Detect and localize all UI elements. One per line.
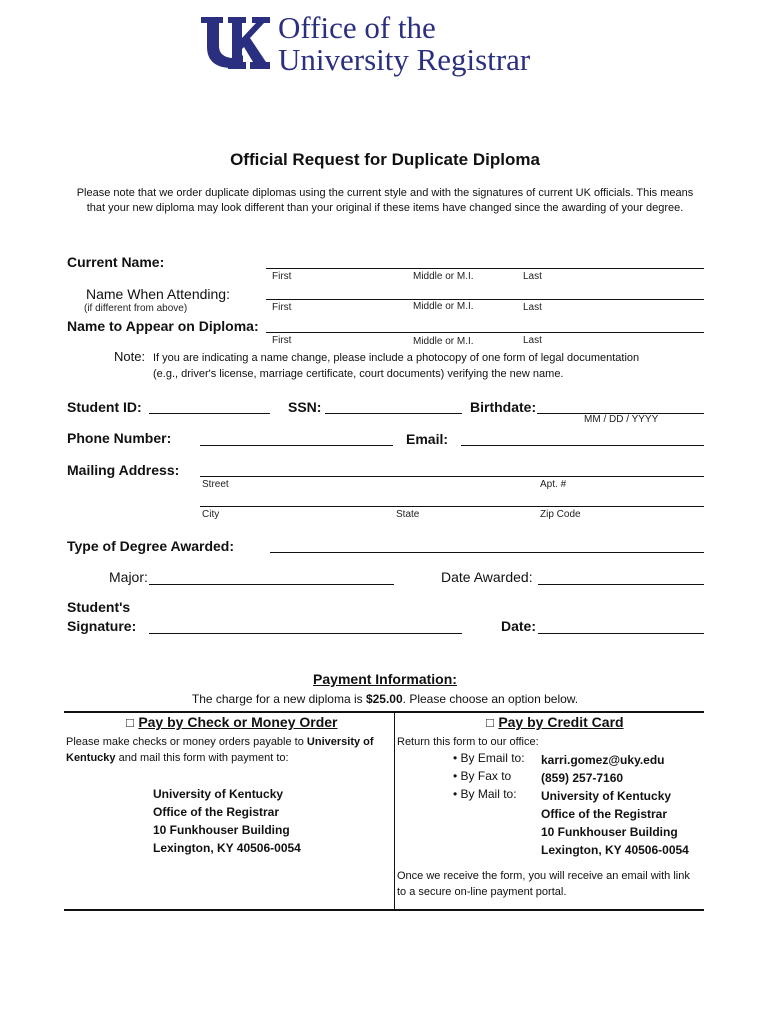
student-id-field[interactable] [149,413,270,414]
name-diploma-label: Name to Appear on Diploma: [67,318,259,334]
card-address-line: University of Kentucky [541,789,672,803]
mailing-address-label: Mailing Address: [67,462,180,478]
check-address-line: 10 Funkhouser Building [153,823,290,837]
degree-field[interactable] [270,552,704,553]
major-field[interactable] [149,584,394,585]
phone-field[interactable] [200,445,393,446]
check-address [153,785,301,857]
student-id-label: Student ID: [67,399,142,415]
current-name-label: Current Name: [67,254,165,270]
uk-logo-icon [198,14,272,72]
payment-divider [394,712,395,910]
card-footer-line-1: Once we receive the form, you will receive an email with link [397,870,690,882]
city-caption: City [202,509,220,520]
zip-caption: Zip Code [540,509,581,520]
state-caption: State [396,509,420,520]
note-line-1: If you are indicating a name change, please include a photocopy of one form of legal documentation [153,352,640,364]
birthdate-format: MM / DD / YYYY [584,414,659,425]
street-field[interactable] [200,476,704,477]
date-label: Date: [501,618,537,634]
card-footer-line-2: to a secure on-line payment portal. [397,886,567,898]
diploma-last-caption: Last [523,335,542,346]
name-attending-field[interactable] [266,299,704,300]
intro-text: Please note that we order duplicate diplomas using the current style and with the signatures of current UK officials. This means that your new diploma may look different than your original if these items have changed since the awarding of your degree. [76,187,694,214]
current-last-caption: Last [523,271,542,282]
card-address-line: 10 Funkhouser Building [541,825,678,839]
current-first-caption: First [272,271,292,282]
date-awarded-field[interactable] [538,584,704,585]
payment-top-rule [64,711,704,713]
ssn-label: SSN: [288,399,322,415]
email-field[interactable] [461,445,704,446]
card-checkbox-icon[interactable]: □ [486,715,494,730]
card-option[interactable] [486,714,624,732]
attending-first-caption: First [272,302,292,313]
check-text-1: Please make checks or money orders payable to [66,736,307,748]
form-title: Official Request for Duplicate Diploma [230,150,540,169]
check-payee-1: University of [306,736,374,748]
card-address [541,787,689,859]
current-middle-caption: Middle or M.I. [413,271,474,282]
date-field[interactable] [538,633,704,634]
note-label: Note: [114,349,146,364]
attending-last-caption: Last [523,302,542,313]
card-address-line: Office of the Registrar [541,807,668,821]
email-label: Email: [406,431,449,447]
charge-suffix: . Please choose an option below. [402,692,579,706]
check-checkbox-icon[interactable]: □ [126,715,134,730]
name-attending-label: Name When Attending: [86,286,230,302]
office-title-line2: University Registrar [278,42,531,77]
note-line-2: (e.g., driver's license, marriage certificate, court documents) verifying the new name. [153,368,564,380]
charge-prefix: The charge for a new diploma is [191,692,366,706]
check-instructions [66,734,390,766]
date-awarded-label: Date Awarded: [441,569,533,585]
attending-middle-caption: Middle or M.I. [413,301,474,312]
diploma-middle-caption: Middle or M.I. [413,336,474,347]
card-footer [397,868,702,900]
check-address-line: University of Kentucky [153,787,284,801]
phone-label: Phone Number: [67,430,172,446]
current-name-field[interactable] [266,268,704,269]
name-attending-sub: (if different from above) [84,303,188,314]
check-option[interactable] [126,714,338,732]
street-caption: Street [202,479,229,490]
signature-label-2: Signature: [67,618,137,634]
card-option-title: Pay by Credit Card [498,714,624,730]
ssn-field[interactable] [325,413,462,414]
city-state-zip-field[interactable] [200,506,704,507]
name-diploma-field[interactable] [266,332,704,333]
check-payee-2: Kentucky [66,752,116,764]
payment-title: Payment Information: [313,671,457,687]
check-address-line: Lexington, KY 40506-0054 [153,841,301,855]
office-title-line1: Office of the [278,10,436,45]
card-fax-value: (859) 257-7160 [541,771,624,785]
major-label: Major: [109,569,148,585]
charge-amount: $25.00 [365,692,403,706]
degree-label: Type of Degree Awarded: [67,538,235,554]
card-mail-label: • By Mail to: [453,787,517,801]
card-address-line: Lexington, KY 40506-0054 [541,843,689,857]
birthdate-label: Birthdate: [470,399,537,415]
signature-label-1: Student's [67,599,131,615]
check-text-2: and mail this form with payment to: [115,752,289,764]
payment-charge [0,692,770,706]
check-address-line: Office of the Registrar [153,805,280,819]
signature-field[interactable] [149,633,462,634]
card-email-value[interactable]: karri.gomez@uky.edu [541,753,665,767]
apt-caption: Apt. # [540,479,567,490]
card-intro: Return this form to our office: [397,736,539,748]
check-option-title: Pay by Check or Money Order [138,714,338,730]
payment-bottom-rule [64,909,704,911]
card-fax-label: • By Fax to [453,769,512,783]
diploma-first-caption: First [272,335,292,346]
card-email-label: • By Email to: [453,751,525,765]
note-text [153,350,683,382]
